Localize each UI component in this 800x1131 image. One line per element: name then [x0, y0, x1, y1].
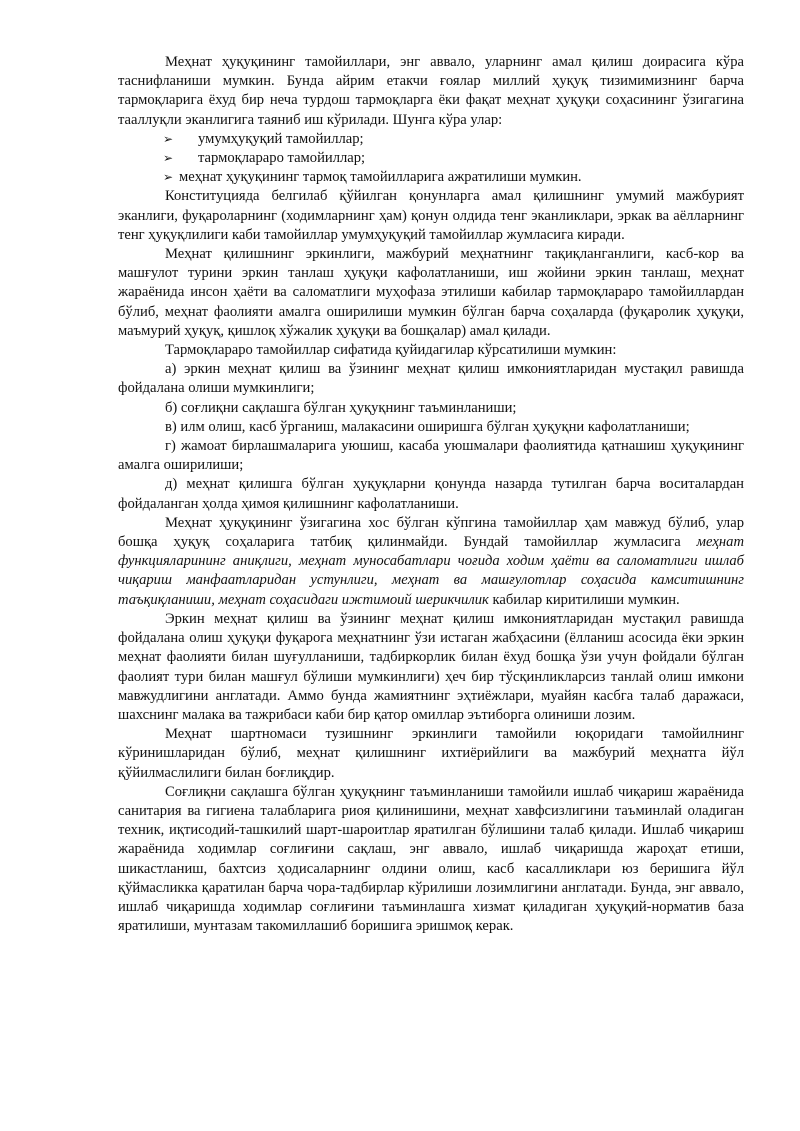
paragraph-intersectoral-principles: Меҳнат қилишнинг эркинлиги, мажбурий меҳнатнинг тақиқланганлиги, касб-кор ва машғулот турини эркин танлаш ҳуқуқи кафолатланиши, иш жойини эркин танлаш, меҳнат жараёнида инсон ҳаёти ва саломатлиги муҳофаза этилиши кабилар тармоқлараро тамойиллардан бўлиб, меҳнат фаолияти амалга оширилиши мумкин бўлган барча соҳаларда (фуқаролик ҳуқуқи, маъмурий ҳуқуқ, қишлоқ хўжалик ҳуқуқи ва бошқалар) амал қилади.	[118, 246, 744, 339]
bullet-item	[118, 130, 744, 149]
bullet-item	[118, 149, 744, 168]
bullet-text: меҳнат ҳуқуқининг тармоқ тамойилларига ажратилиши мумкин.	[179, 169, 582, 186]
list-item: а) эркин меҳнат қилиш ва ўзининг меҳнат қилиш имкониятларидан мустақил равишда фойдалана олиши мумкинлиги;	[118, 361, 744, 397]
list-item: д) меҳнат қилишга бўлган ҳуқуқларни қонунда назарда тутилган барча воситалардан фойдаланган ҳолда ҳимоя қилишнинг кафолатланиши.	[118, 476, 744, 512]
bullet-item	[118, 168, 744, 187]
document-body	[118, 53, 744, 936]
paragraph-classification: Меҳнат ҳуқуқининг тамойиллари, энг аввало, уларнинг амал қилиш доирасига кўра таснифланиши мумкин. Бунда айрим етакчи ғоялар миллий ҳуқуқ тизимимизнинг барча тармоқларига ёхуд бир неча турдош тармоқларга ёки фақат меҳнат ҳуқуқи соҳасининг ўзигагина тааллуқли эканлигига таяниб иш кўрилади. Шунга кўра улар:	[118, 54, 744, 128]
italic-principles-text: меҳнат функцияларининг аниқлиги, меҳнат муносабатлари чоғида ходим ҳаёти ва саломатлиги ишлаб чиқариш манфаатларидан устунлиги, меҳнат ва машғулотлар соҳасида камситишнинг таъқиқланиши, меҳнат соҳасидаги ижтимоий шерикчилик	[118, 534, 744, 608]
paragraph-general-principles: Конституцияда белгилаб қўйилган қонунларга амал қилишнинг умумий мажбурият эканлиги, фуқароларнинг (ходимларнинг ҳам) қонун олдида тенг эканликлари, эркак ва аёлларнинг тенг ҳуқуқлилиги каби тамойиллар умумҳуқуқий тамойиллар жумласига киради.	[118, 188, 744, 243]
paragraph-contract-freedom: Меҳнат шартномаси тузишнинг эркинлиги тамойили юқоридаги тамойилнинг кўринишларидан бўлиб, меҳнат қилишнинг ихтиёрийлиги ва мажбурий меҳнатга йўл қўйилмаслилиги билан боғлиқдир.	[118, 726, 744, 781]
list-item: в) илм олиш, касб ўрганиш, малакасини оширишга бўлган ҳуқуқни кафолатланиши;	[165, 418, 690, 435]
list-item: г) жамоат бирлашмаларига уюшиш, касаба уюшмалари фаолиятида қатнашиш ҳуқуқининг амалга оширилиши;	[118, 438, 744, 474]
bullet-text: тармоқлараро тамойиллар;	[198, 150, 366, 167]
list-item: б) соғлиқни сақлашга бўлган ҳуқуқнинг таъминланиши;	[165, 399, 517, 416]
bullet-text: умумҳуқуқий тамойиллар;	[198, 130, 364, 147]
paragraph-free-labor: Эркин меҳнат қилиш ва ўзининг меҳнат қилиш имкониятларидан мустақил равишда фойдалана олиш ҳуқуқи фуқарога меҳнатнинг ўзи истаган жабҳасини (ёлланиш асосида ёки эркин меҳнат фаолияти билан шуғулланиши, тадбиркорлик билан ёхуд бошқа ўзи учун фойдали бўлган фаолият тури билан машғул бўлиши мумкинлиги) ҳеч бир тўсқинликларсиз танлай олиш имкони мавжудлигини англатади. Аммо бунда жамиятнинг эҳтиёжлари, муайян касбга талаб даражаси, шахснинг малака ва тажрибаси каби бир қатор омиллар эътиборга олиниши лозим.	[118, 610, 744, 723]
arrow-bullet-icon: ➢	[163, 170, 174, 185]
arrow-bullet-icon: ➢	[163, 151, 174, 166]
paragraph-text: Меҳнат ҳуқуқининг ўзигагина хос бўлган кўпгина тамойиллар ҳам мавжуд бўлиб, улар бошқа ҳуқуқ соҳаларига татбиқ қилинмайди. Бундай тамойиллар жумласига	[118, 514, 744, 551]
paragraph-list-intro: Тармоқлараро тамойиллар сифатида қуйидагилар кўрсатилиши мумкин:	[165, 342, 617, 359]
paragraph-text: кабилар киритилиши мумкин.	[488, 591, 680, 608]
paragraph-sector-principles	[118, 514, 744, 610]
paragraph-health-protection: Соғлиқни сақлашга бўлган ҳуқуқнинг таъминланиши тамойили ишлаб чиқариш жараёнида санитария ва гигиена талабларига риоя қилинишини, меҳнат хавфсизлигини таъминлай оладиган техник, иқтисодий-ташкилий шарт-шароитлар яратилган бўлишини талаб қилади. Ишлаб чиқариш жараёнида ходимлар соғлиғини сақлаш, энг аввало, ишлаб чиқаришда жароҳат етиши, шикастланиш, бахтсиз ҳодисаларнинг олдини олиш, касб касалликлари юз беришига йўл қўймасликка қаратилан барча чора-тадбирлар кўрилиши лозимлигини англатади. Бунда, энг аввало, ишлаб чиқаришда ходимлар соғлиғини таъминлашга хизмат қиладиган ҳуқуқий-норматив база яратилиши, мунтазам такомиллашиб боришига эришмоқ керак.	[118, 783, 744, 935]
arrow-bullet-icon: ➢	[163, 131, 174, 146]
